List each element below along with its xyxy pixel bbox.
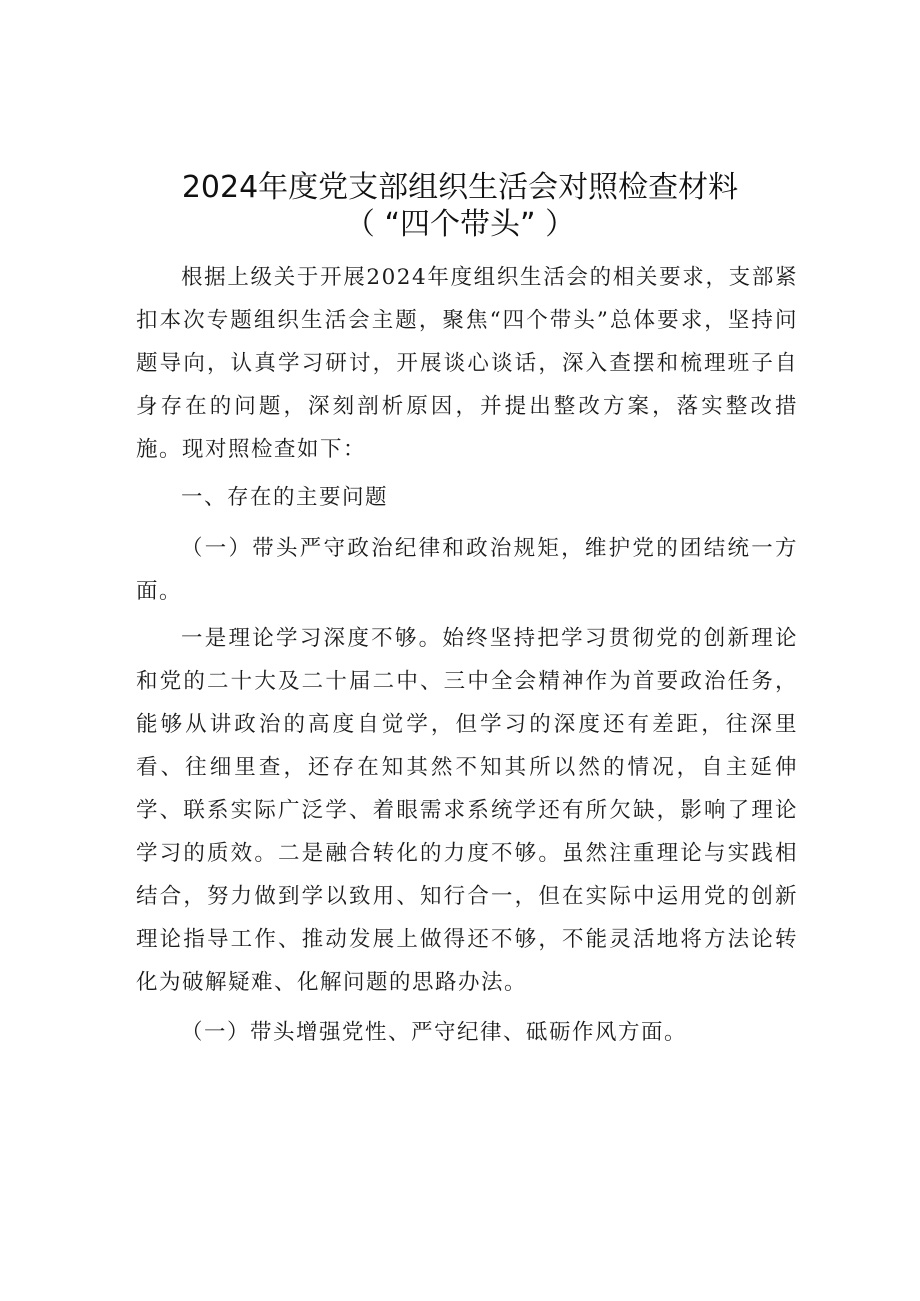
section-heading: 一、存在的主要问题 <box>181 485 389 510</box>
document-title: 2024年度党支部组织生活会对照检查材料 <box>181 170 739 205</box>
intro-paragraph: 根据上级关于开展2024年度组织生活会的相关要求，支部紧扣本次专题组织生活会主题，聚焦“四个带头”总体要求，坚持问题导向，认真学习研讨，开展谈心谈话，深入查摆和梳理班子自身存在的问题，深刻剖析原因，并提出整改方案，落实整改措施。现对照检查如下： <box>136 265 798 462</box>
document-subtitle: （ “四个带头” ） <box>344 207 576 242</box>
subsection-heading: （一）带头严守政治纪律和政治规矩，维护党的团结统一方面。 <box>136 536 798 604</box>
subsection-heading: （一）带头增强党性、严守纪律、砥砺作风方面。 <box>181 1020 688 1045</box>
body-paragraph: 一是理论学习深度不够。始终坚持把学习贯彻党的创新理论和党的二十大及二十届二中、三中全会精神作为首要政治任务，能够从讲政治的高度自觉学，但学习的深度还有差距，往深里看、往细里查，还存在知其然不知其所以然的情况，自主延伸学、联系实际广泛学、着眼需求系统学还有所欠缺，影响了理论学习的质效。二是融合转化的力度不够。虽然注重理论与实践相结合，努力做到学以致用、知行合一，但在实际中运用党的创新理论指导工作、推动发展上做得还不够，不能灵活地将方法论转化为破解疑难、化解问题的思路办法。 <box>136 626 798 995</box>
